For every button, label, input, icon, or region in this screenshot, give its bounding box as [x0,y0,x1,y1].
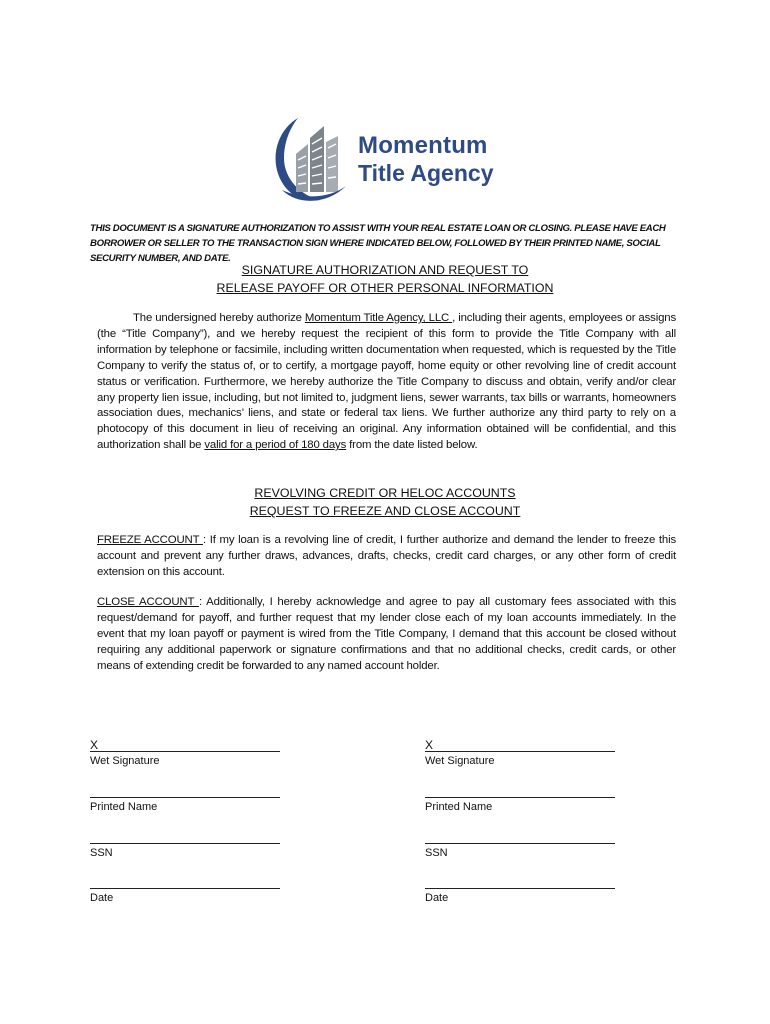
logo-name-line1: Momentum [358,132,488,159]
ssn-label: SSN [90,847,113,859]
freeze-account-label: FREEZE ACCOUNT [97,534,203,546]
title-line: RELEASE PAYOFF OR OTHER PERSONAL INFORMATION [216,281,554,295]
close-account-paragraph [97,595,676,675]
ssn-line[interactable] [90,830,280,844]
para-text: , including their agents, employees or assigns (the “Title Company”), and we hereby request the recipient of this form to provide the Title Company with all information by telephone or facsimile, including written documentation when requested, which is requested by the Title Company to verify the status of, or to certify, a mortgage payoff, home equity or other revolving line of credit account status or verification. Furthermore, we hereby authorize the Title Company to discuss and obtain, verify and/or clear any property lien issue, including, but not limited to, judgment liens, sewer warrants, tax bills or warrants, homeowners association dues, mechanics’ liens, and state or federal tax liens. We further authorize any third party to rely on a photocopy of this document in lieu of receiving an original. Any information obtained will be confidential, and this authorization shall be [97,312,676,452]
company-name: Momentum Title Agency, LLC [304,312,453,324]
freeze-account-text: : If my loan is a revolving line of credit, I further authorize and demand the lender to freeze this account and prevent any further draws, advances, drafts, checks, credit card charges, or any other form of credit extension on this account. [97,534,676,578]
x-mark: X [90,738,99,752]
wet-signature-line[interactable] [425,738,615,752]
section-title-revolving [0,484,770,520]
para-text: The undersigned hereby authorize [133,312,305,324]
title-line: SIGNATURE AUTHORIZATION AND REQUEST TO [241,263,529,277]
title-line: REVOLVING CREDIT OR HELOC ACCOUNTS [254,486,516,500]
printed-name-line[interactable] [90,784,280,798]
wet-signature-label: Wet Signature [425,755,495,767]
logo-name-line2: Title Agency [358,160,494,186]
signature-block-1 [90,738,280,767]
wet-signature-label: Wet Signature [90,755,160,767]
wet-signature-line[interactable] [90,738,280,752]
ssn-block-2 [425,830,615,859]
validity-period: valid for a period of 180 days [204,439,347,452]
printed-name-label: Printed Name [90,801,158,813]
date-line[interactable] [425,875,615,889]
printed-name-block-2 [425,784,615,813]
date-line[interactable] [90,875,280,889]
logo-building-icon [268,114,358,206]
ssn-label: SSN [425,847,448,859]
instructions-notice: THIS DOCUMENT IS A SIGNATURE AUTHORIZATION TO ASSIST WITH YOUR REAL ESTATE LOAN OR CLOSING. PLEASE HAVE EACH BORROWER OR SELLER TO THE TRANSACTION SIGN WHERE INDICATED BELOW, FOLLOWED BY THEIR PRINTED NAME, SOCIAL SECURITY NUMBER, AND DATE. [90,223,666,264]
title-line: REQUEST TO FREEZE AND CLOSE ACCOUNT [249,504,521,518]
freeze-account-paragraph [97,533,676,581]
date-block-1 [90,875,280,904]
signature-block-2 [425,738,615,767]
section-title-authorization [0,261,770,297]
date-label: Date [425,892,449,904]
printed-name-block-1 [90,784,280,813]
date-block-2 [425,875,615,904]
ssn-line[interactable] [425,830,615,844]
para-text: from the date listed below. [346,439,478,452]
date-label: Date [90,892,114,904]
printed-name-label: Printed Name [425,801,493,813]
close-account-label: CLOSE ACCOUNT [97,596,199,608]
authorization-paragraph [97,311,676,454]
close-account-text: : Additionally, I hereby acknowledge and agree to pay all customary fees associated with this request/demand for payoff, and further request that my lender close each of my loan accounts immediately. In the event that my loan payoff or payment is wired from the Title Company, I demand that this account be closed without requiring any additional paperwork or signature confirmations and that no additional checks, credit cards, or other means of extending credit be forwarded to any named account holder. [97,596,676,672]
ssn-block-1 [90,830,280,859]
printed-name-line[interactable] [425,784,615,798]
x-mark: X [425,738,434,752]
company-logo [268,114,528,204]
